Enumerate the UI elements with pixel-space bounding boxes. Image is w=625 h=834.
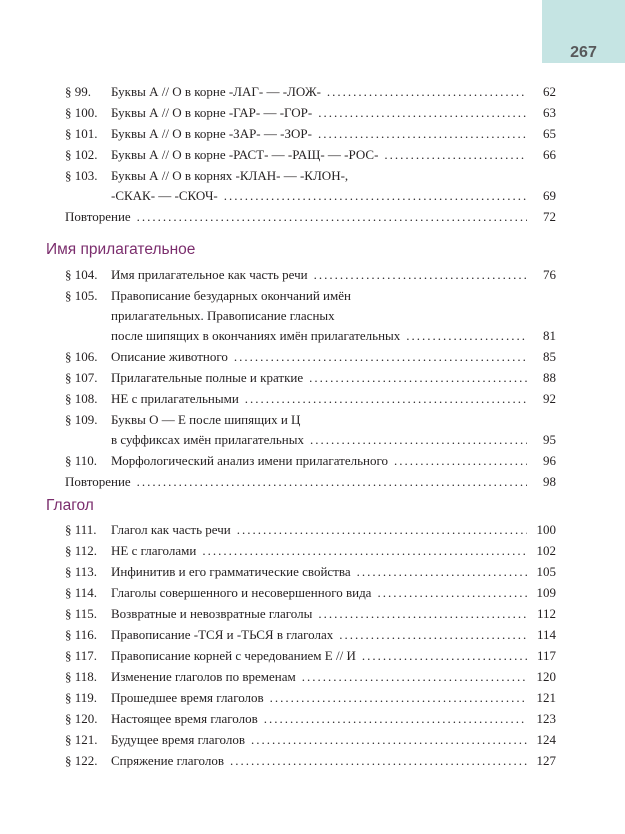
toc-entry-line xyxy=(65,451,556,471)
toc-entry-line xyxy=(65,646,556,666)
paragraph-number: § 109. xyxy=(65,412,98,427)
entry-title: Глаголы совершенного и несовершенного вида xyxy=(111,585,372,600)
paragraph-number: § 106. xyxy=(65,349,98,364)
toc-entry-line xyxy=(65,625,556,645)
toc-entry[interactable] xyxy=(65,751,556,771)
page-reference: 92 xyxy=(543,391,556,406)
dot-leader xyxy=(237,520,527,540)
toc-entry-line xyxy=(65,124,556,144)
entry-title: Описание животного xyxy=(111,349,228,364)
paragraph-number: § 115. xyxy=(65,606,98,621)
toc-entry[interactable] xyxy=(65,145,556,165)
dot-leader xyxy=(377,583,527,603)
toc-entry[interactable] xyxy=(65,103,556,123)
toc-entry-line xyxy=(65,688,556,708)
entry-title: Морфологический анализ имени прилагательного xyxy=(111,453,388,468)
toc-entry-line xyxy=(65,430,556,450)
toc-entry[interactable] xyxy=(65,472,556,492)
dot-leader xyxy=(327,82,527,102)
toc-entry[interactable] xyxy=(65,562,556,582)
page-reference: 65 xyxy=(543,126,556,141)
toc-entry-line xyxy=(65,410,556,430)
entry-title: Возвратные и невозвратные глаголы xyxy=(111,606,313,621)
paragraph-number: § 110. xyxy=(65,453,98,468)
toc-entry-line xyxy=(65,520,556,540)
entry-title: Будущее время глаголов xyxy=(111,732,245,747)
dot-leader xyxy=(137,207,527,227)
toc-entry-line xyxy=(65,306,556,326)
dot-leader xyxy=(234,347,527,367)
toc-entry-line xyxy=(65,186,556,206)
entry-title: Имя прилагательное как часть речи xyxy=(111,267,308,282)
toc-entry[interactable] xyxy=(65,583,556,603)
dot-leader xyxy=(394,451,527,471)
dot-leader xyxy=(224,186,527,206)
paragraph-number: § 114. xyxy=(65,585,98,600)
paragraph-number: § 100. xyxy=(65,105,98,120)
toc-entry-line xyxy=(65,347,556,367)
dot-leader xyxy=(245,389,527,409)
paragraph-number: § 118. xyxy=(65,669,98,684)
entry-title: НЕ с глаголами xyxy=(111,543,197,558)
toc-entry[interactable] xyxy=(65,541,556,561)
page-reference: 121 xyxy=(536,690,556,705)
page-number-tab xyxy=(542,0,625,63)
toc-entry-line xyxy=(65,730,556,750)
paragraph-number: § 103. xyxy=(65,168,98,183)
dot-leader xyxy=(137,472,527,492)
entry-title: Прилагательные полные и краткие xyxy=(111,370,304,385)
dot-leader xyxy=(318,124,527,144)
dot-leader xyxy=(384,145,527,165)
entry-title: Буквы А // О в корне -ЗАР- — -ЗОР- xyxy=(111,126,312,141)
toc-entry[interactable] xyxy=(65,730,556,750)
page-reference: 95 xyxy=(543,432,556,447)
paragraph-number: § 111. xyxy=(65,522,97,537)
page-reference: 62 xyxy=(543,84,556,99)
entry-title: в суффиксах имён прилагательных xyxy=(111,432,304,447)
dot-leader xyxy=(251,730,527,750)
entry-title: Повторение xyxy=(65,474,131,489)
page-reference: 114 xyxy=(536,627,556,642)
paragraph-number: § 104. xyxy=(65,267,98,282)
entry-title: Буквы А // О в корнях -КЛАН- — -КЛОН-, xyxy=(111,168,349,183)
entry-title: прилагательных. Правописание гласных xyxy=(111,308,335,323)
dot-leader xyxy=(302,667,527,687)
toc-entry-line xyxy=(65,207,556,227)
dot-leader xyxy=(318,103,527,123)
page-reference: 100 xyxy=(536,522,556,537)
page-reference: 109 xyxy=(536,585,556,600)
page-reference: 98 xyxy=(543,474,556,489)
dot-leader xyxy=(202,541,527,561)
entry-title: Инфинитив и его грамматические свойства xyxy=(111,564,351,579)
page-reference: 88 xyxy=(543,370,556,385)
page-reference: 72 xyxy=(543,209,556,224)
page-reference: 76 xyxy=(543,267,556,282)
paragraph-number: § 119. xyxy=(65,690,98,705)
paragraph-number: § 105. xyxy=(65,288,98,303)
toc-entry-line xyxy=(65,326,556,346)
toc-entry-line xyxy=(65,604,556,624)
paragraph-number: § 121. xyxy=(65,732,98,747)
dot-leader xyxy=(230,751,527,771)
toc-entry-line xyxy=(65,103,556,123)
page-reference: 120 xyxy=(536,669,556,684)
toc-entry-line xyxy=(65,472,556,492)
toc-entry-line xyxy=(65,368,556,388)
entry-title: НЕ с прилагательными xyxy=(111,391,239,406)
page-reference: 102 xyxy=(536,543,556,558)
page-reference: 66 xyxy=(543,147,556,162)
dot-leader xyxy=(264,709,527,729)
page-reference: 96 xyxy=(543,453,556,468)
entry-title: Правописание безударных окончаний имён xyxy=(111,288,351,303)
entry-title: Буквы А // О в корне -ЛАГ- — -ЛОЖ- xyxy=(111,84,321,99)
toc-entry[interactable] xyxy=(65,166,556,206)
dot-leader xyxy=(339,625,527,645)
page-reference: 127 xyxy=(536,753,556,768)
entry-title: после шипящих в окончаниях имён прилагательных xyxy=(111,328,401,343)
paragraph-number: § 108. xyxy=(65,391,98,406)
toc-entry[interactable] xyxy=(65,389,556,409)
dot-leader xyxy=(270,688,527,708)
toc-entry-line xyxy=(65,265,556,285)
paragraph-number: § 117. xyxy=(65,648,98,663)
entry-title: Правописание корней с чередованием Е // И xyxy=(111,648,356,663)
toc-entry[interactable] xyxy=(65,625,556,645)
entry-title: Правописание -ТСЯ и -ТЬСЯ в глаголах xyxy=(111,627,334,642)
toc-entry[interactable] xyxy=(65,688,556,708)
toc-entry[interactable] xyxy=(65,709,556,729)
toc-entry[interactable] xyxy=(65,646,556,666)
entry-title: Буквы О — Е после шипящих и Ц xyxy=(111,412,301,427)
entry-title: Глагол как часть речи xyxy=(111,522,231,537)
toc-entry[interactable] xyxy=(65,124,556,144)
dot-leader xyxy=(309,368,527,388)
entry-title: Буквы А // О в корне -РАСТ- — -РАЩ- — -РОС- xyxy=(111,147,379,162)
toc-entry-line xyxy=(65,583,556,603)
page-reference: 81 xyxy=(543,328,556,343)
entry-title: Изменение глаголов по временам xyxy=(111,669,296,684)
toc-entry[interactable] xyxy=(65,207,556,227)
toc-entry-line xyxy=(65,667,556,687)
page-reference: 63 xyxy=(543,105,556,120)
dot-leader xyxy=(314,265,527,285)
toc-entry[interactable] xyxy=(65,520,556,540)
toc-entry-line xyxy=(65,82,556,102)
entry-title: Буквы А // О в корне -ГАР- — -ГОР- xyxy=(111,105,313,120)
page-reference: 105 xyxy=(536,564,556,579)
toc-entry[interactable] xyxy=(65,667,556,687)
paragraph-number: § 120. xyxy=(65,711,98,726)
toc-entry-line xyxy=(65,145,556,165)
paragraph-number: § 102. xyxy=(65,147,98,162)
toc-entry-line xyxy=(65,709,556,729)
page-reference: 85 xyxy=(543,349,556,364)
entry-title: -СКАК- — -СКОЧ- xyxy=(111,188,218,203)
toc-entry[interactable] xyxy=(65,410,556,450)
page-reference: 69 xyxy=(543,188,556,203)
entry-title: Прошедшее время глаголов xyxy=(111,690,264,705)
paragraph-number: § 113. xyxy=(65,564,98,579)
page-reference: 112 xyxy=(536,606,556,621)
toc-entry[interactable] xyxy=(65,265,556,285)
paragraph-number: § 99. xyxy=(65,84,91,99)
entry-title: Повторение xyxy=(65,209,131,224)
toc-entry[interactable] xyxy=(65,82,556,102)
page-reference: 124 xyxy=(536,732,556,747)
dot-leader xyxy=(406,326,527,346)
toc-entry[interactable] xyxy=(65,286,556,346)
section-title: Имя прилагательное xyxy=(46,241,196,258)
paragraph-number: § 116. xyxy=(65,627,98,642)
paragraph-number: § 112. xyxy=(65,543,98,558)
toc-entry-line xyxy=(65,166,556,186)
page-reference: 123 xyxy=(536,711,556,726)
toc-entry-line xyxy=(65,286,556,306)
dot-leader xyxy=(318,604,527,624)
toc-entry-line xyxy=(65,389,556,409)
dot-leader xyxy=(310,430,527,450)
toc-entry-line xyxy=(65,541,556,561)
page-number: 267 xyxy=(570,44,597,61)
paragraph-number: § 107. xyxy=(65,370,98,385)
toc-entry-line xyxy=(65,562,556,582)
entry-title: Спряжение глаголов xyxy=(111,753,225,768)
dot-leader xyxy=(357,562,527,582)
section-title: Глагол xyxy=(46,497,94,514)
toc-entry[interactable] xyxy=(65,368,556,388)
page-reference: 117 xyxy=(536,648,556,663)
paragraph-number: § 122. xyxy=(65,753,98,768)
toc-entry[interactable] xyxy=(65,451,556,471)
paragraph-number: § 101. xyxy=(65,126,98,141)
toc-entry[interactable] xyxy=(65,347,556,367)
entry-title: Настоящее время глаголов xyxy=(111,711,258,726)
dot-leader xyxy=(362,646,527,666)
toc-entry-line xyxy=(65,751,556,771)
toc-entry[interactable] xyxy=(65,604,556,624)
